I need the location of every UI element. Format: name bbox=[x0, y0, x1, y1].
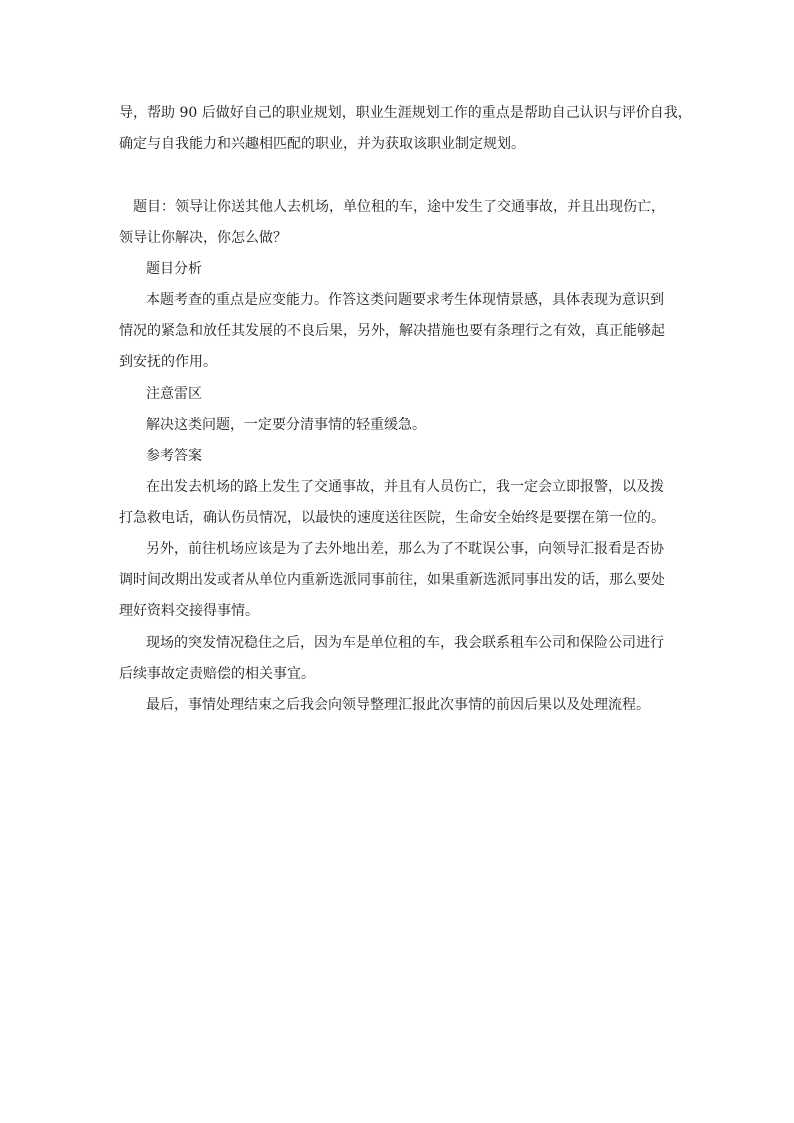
question-line-1: 题目：领导让你送其他人去机场，单位租的车，途中发生了交通事故，并且出现伤亡， bbox=[133, 199, 665, 215]
answer-p4-line-1: 最后，事情处理结束之后我会向领导整理汇报此次事情的前因后果以及处理流程。 bbox=[146, 697, 650, 713]
question-line-2: 领导让你解决，你怎么做？ bbox=[119, 230, 287, 246]
answer-p2-line-2: 调时间改期出发或者从单位内重新选派同事前往，如果重新选派同事出发的话，那么要处 bbox=[119, 572, 665, 588]
intro-line-2: 确定与自我能力和兴趣相匹配的职业，并为获取该职业制定规划。 bbox=[119, 136, 525, 152]
analysis-heading: 题目分析 bbox=[146, 261, 202, 277]
analysis-line-1: 本题考查的重点是应变能力。作答这类问题要求考生体现情景感，具体表现为意识到 bbox=[146, 292, 664, 308]
answer-p1-line-1: 在出发去机场的路上发生了交通事故，并且有人员伤亡，我一定会立即报警，以及拨 bbox=[146, 479, 664, 495]
answer-heading: 参考答案 bbox=[146, 448, 202, 464]
answer-p1-line-2: 打急救电话，确认伤员情况，以最快的速度送往医院，生命安全始终是要摆在第一位的。 bbox=[119, 510, 665, 526]
answer-p2-line-1: 另外，前往机场应该是为了去外地出差，那么为了不耽误公事，向领导汇报看是否协 bbox=[146, 541, 664, 557]
intro-line-1: 导，帮助 90 后做好自己的职业规划，职业生涯规划工作的重点是帮助自己认识与评价自我， bbox=[119, 105, 692, 121]
caution-heading: 注意雷区 bbox=[146, 386, 202, 402]
analysis-line-2: 情况的紧急和放任其发展的不良后果，另外，解决措施也要有条理行之有效，真正能够起 bbox=[119, 323, 665, 339]
answer-p3-line-1: 现场的突发情况稳住之后，因为车是单位租的车，我会联系租车公司和保险公司进行 bbox=[146, 635, 664, 651]
analysis-line-3: 到安抚的作用。 bbox=[119, 354, 217, 370]
answer-p2-line-3: 理好资料交接得事情。 bbox=[119, 603, 259, 619]
answer-p3-line-2: 后续事故定责赔偿的相关事宜。 bbox=[119, 666, 315, 682]
caution-line-1: 解决这类问题，一定要分清事情的轻重缓急。 bbox=[146, 417, 426, 433]
